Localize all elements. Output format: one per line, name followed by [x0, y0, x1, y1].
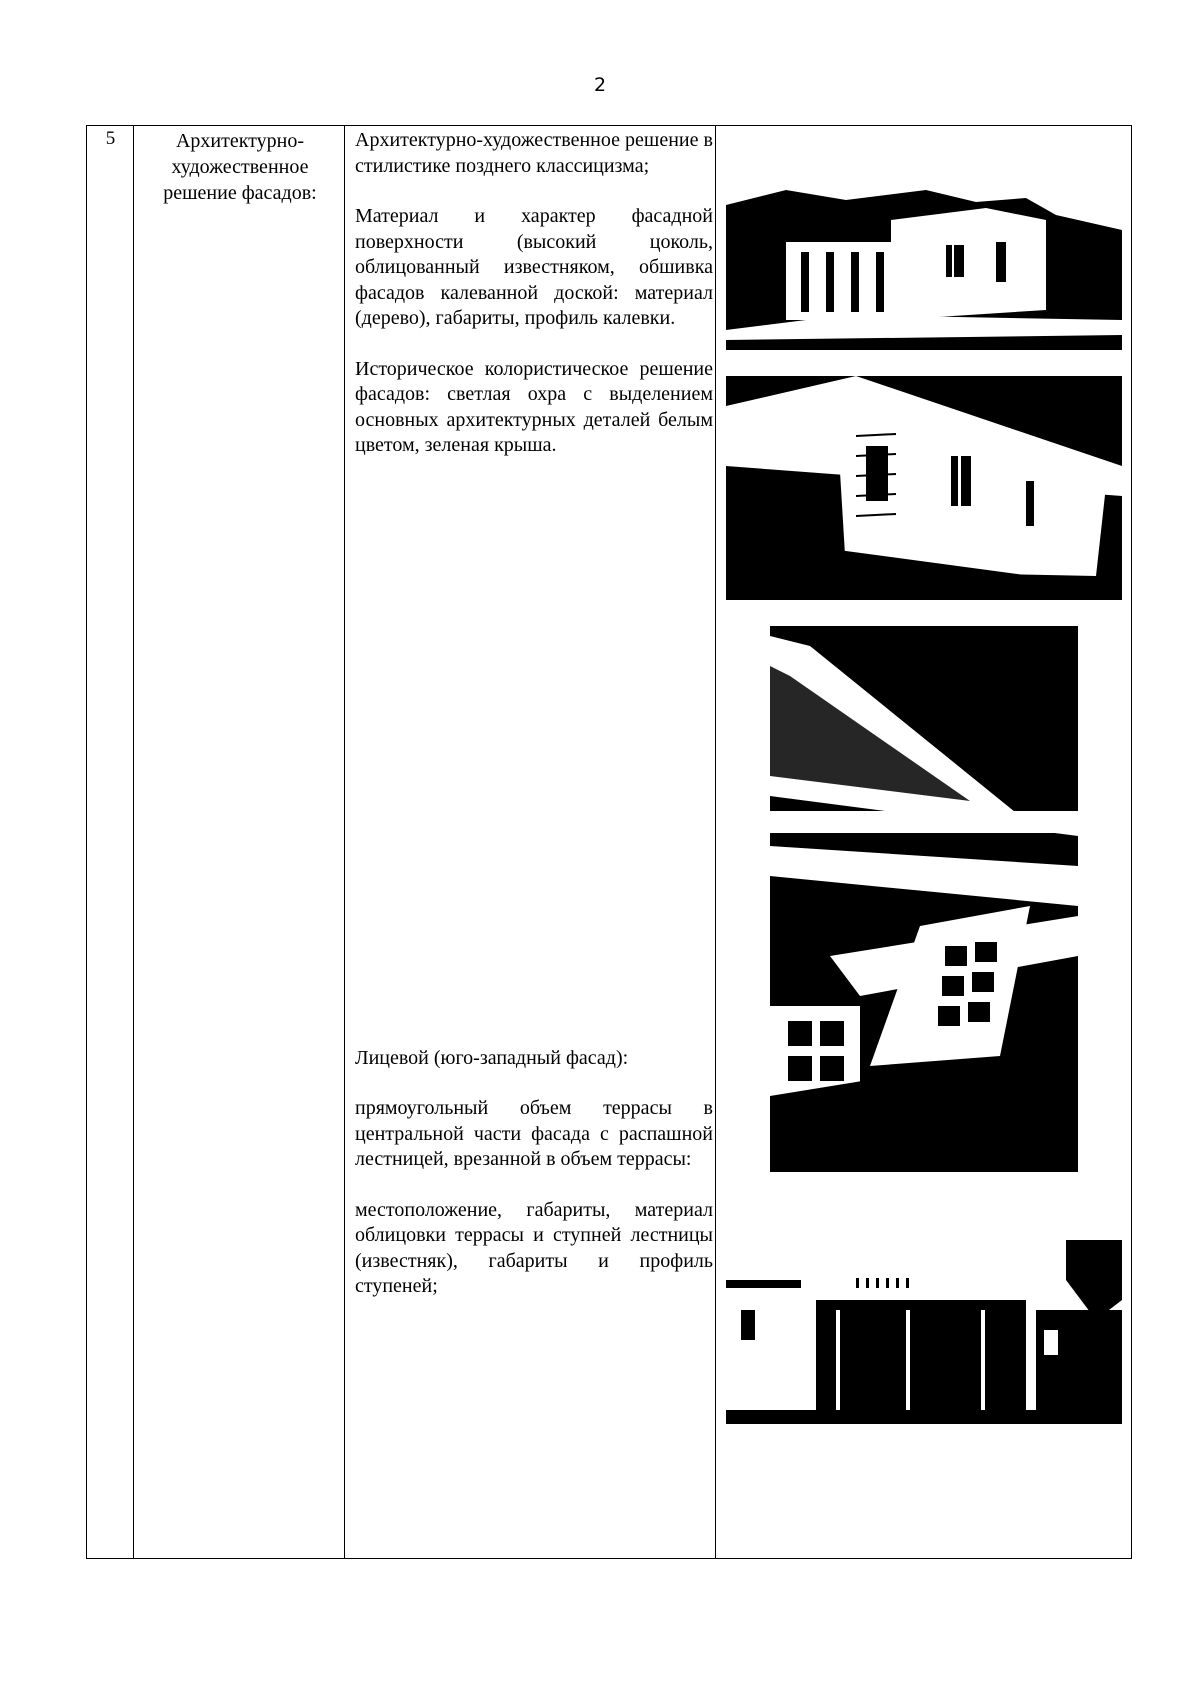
column-divider — [133, 126, 134, 1558]
row-name-text: Архитектурно-художественное решение фасадов: — [163, 130, 317, 204]
column-divider — [715, 126, 716, 1558]
row-number: 5 — [105, 128, 116, 149]
facade-photo-icon — [726, 376, 1122, 600]
description-paragraph: Историческое колористическое решение фасадов: светлая охра с выделением основных архитектурных деталей белым цветом, зеленая крыша. — [355, 357, 713, 456]
description-paragraph: местоположение, габариты, материал облицовки террасы и ступней лестницы (известняк), габариты и профиль ступеней; — [355, 1198, 713, 1297]
description-paragraph: Материал и характер фасадной поверхности (высокий цоколь, облицованный известняком, обшивка фасадов калеванной доской: материал (дерево), габариты, профиль калевки. — [355, 205, 713, 329]
roof-window-photo-icon — [770, 626, 1078, 1172]
house-photo-icon — [726, 190, 1122, 350]
column-divider — [344, 126, 345, 1558]
page-number: 2 — [593, 74, 607, 96]
row-description — [355, 128, 713, 1300]
description-paragraph: Архитектурно-художественное решение в стилистике позднего классицизма; — [355, 129, 713, 177]
description-paragraph: прямоугольный объем террасы в центральной части фасада с распашной лестницей, врезанной в объем террасы: — [355, 1097, 713, 1170]
terrace-photo-icon — [726, 1240, 1122, 1424]
row-name — [135, 128, 345, 206]
description-paragraph: Лицевой (юго-западный фасад): — [355, 1046, 629, 1069]
